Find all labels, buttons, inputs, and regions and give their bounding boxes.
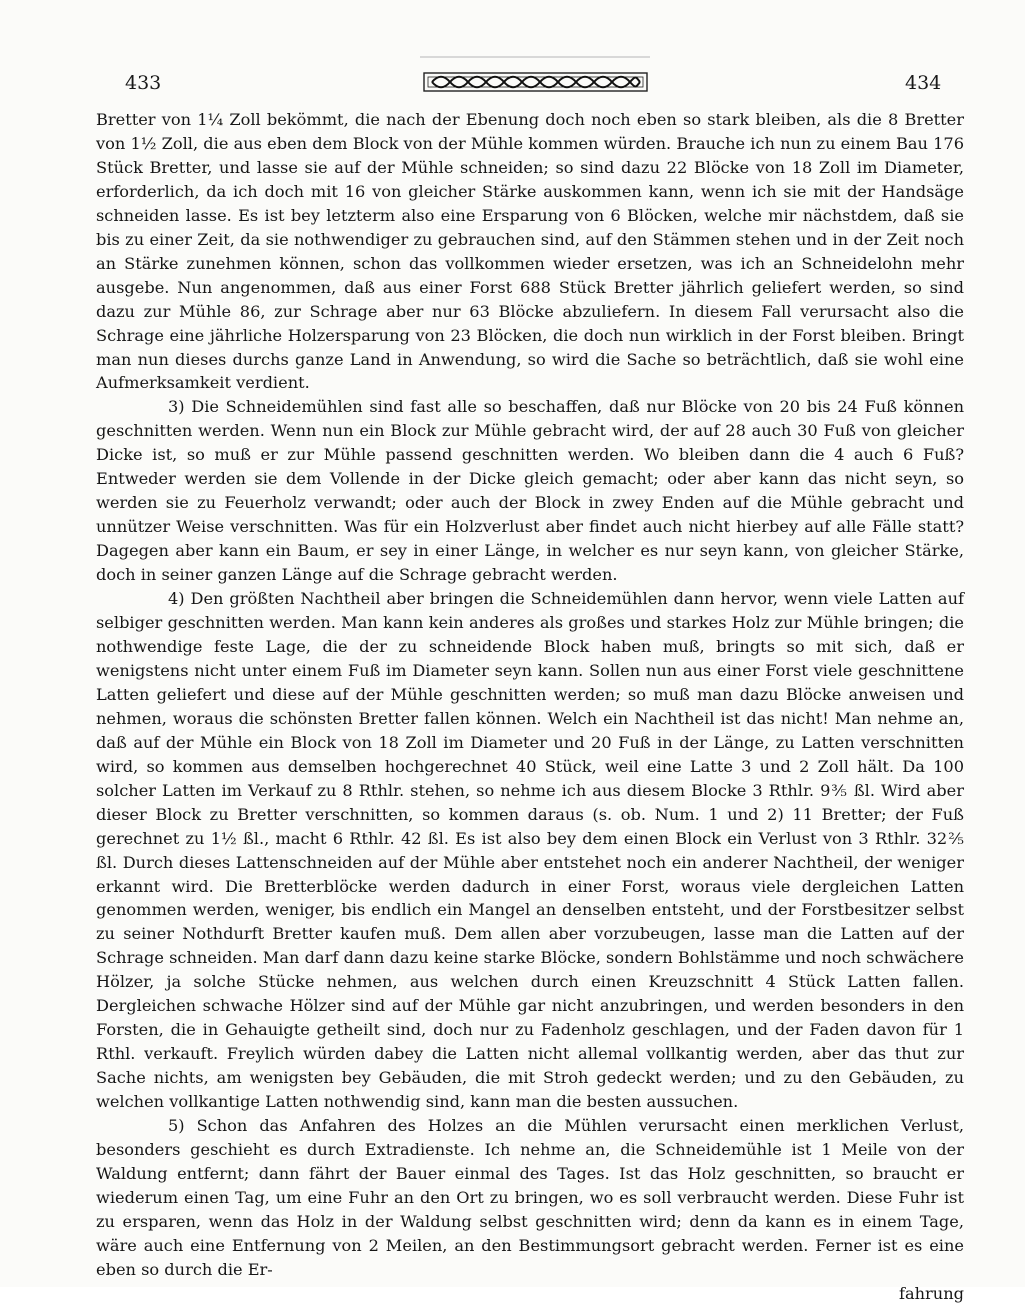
page-number-left: 433 (125, 72, 162, 94)
ornamental-rule-icon (422, 70, 649, 94)
body-text (96, 108, 964, 1306)
paragraph-continued: Bretter von 1¼ Zoll bekömmt, die nach der Ebenung doch noch eben so stark bleiben, als die 8 Bretter von 1½ Zoll, die aus eben dem Block von der Mühle kommen würden. Brauche ich nun zu einem Bau 176 Stück Bretter, und lasse sie auf der Mühle schneiden; so sind dazu 22 Blöcke von 18 Zoll im Diameter, erforderlich, da ich doch mit 16 von gleicher Stärke auskommen kann, wenn ich sie mit der Handsäge schneiden lasse. Es ist bey letzterm also eine Ersparung von 6 Blöcken, welche mir nächstdem, daß sie bis zu einer Zeit, da sie nothwendiger zu gebrauchen sind, auf den Stämmen stehen und in der Zeit noch an Stärke zunehmen können, schon das vollkommen wieder ersetzen, was ich an Schneidelohn mehr ausgebe. Nun angenommen, daß aus einer Forst 688 Stück Bretter jährlich geliefert werden, so sind dazu zur Mühle 86, zur Schrage aber nur 63 Blöcke abzuliefern. In diesem Fall verursacht also die Schrage eine jährliche Holzersparung von 23 Blöcken, die doch nun wirklich in der Forst bleiben. Bringt man nun dieses durchs ganze Land in Anwendung, so wird die Sache so beträchtlich, daß sie wohl eine Aufmerksamkeit verdient. (96, 110, 964, 393)
catchword: fahrung (898, 1283, 964, 1303)
bleed-through-rule (420, 56, 650, 58)
paragraph-4: 4) Den größten Nachtheil aber bringen die Schneidemühlen dann hervor, wenn viele Latten auf selbiger geschnitten werden. Man kann kein anderes als großes und starkes Holz zur Mühle bringen; die nothwendige feste Lage, die der zu schneidende Block haben muß, bringts so mit sich, daß er wenigstens nicht unter einem Fuß im Diameter seyn kann. Sollen nun aus einer Forst viele geschnittene Latten geliefert und diese auf der Mühle geschnitten werden; so muß man dazu Blöcke anweisen und nehmen, woraus die schönsten Bretter fallen können. Welch ein Nachtheil ist das nicht! Man nehme an, daß auf der Mühle ein Block von 18 Zoll im Diameter und 20 Fuß in der Länge, zu Latten verschnitten wird, so kommen aus demselben hochgerechnet 40 Stück, weil eine Latte 3 und 2 Zoll hält. Da 100 solcher Latten im Verkauf zu 8 Rthlr. stehen, so nehme ich aus diesem Blocke 3 Rthlr. 9⅗ ßl. Wird aber dieser Block zu Bretter verschnitten, so kommen daraus (s. ob. Num. 1 und 2) 11 Bretter; der Fuß gerechnet zu 1½ ßl., macht 6 Rthlr. 42 ßl. Es ist also bey dem einen Block ein Verlust von 3 Rthlr. 32⅖ ßl. Durch dieses Lattenschneiden auf der Mühle aber entstehet noch ein anderer Nachtheil, der weniger erkannt wird. Die Bretterblöcke werden dadurch in einer Forst, woraus viele dergleichen Latten genommen werden, weniger, bis endlich ein Mangel an denselben entsteht, und der Forstbesitzer selbst zu seiner Nothdurft Bretter kaufen muß. Dem allen aber vorzubeugen, lasse man die Latten auf der Schrage schneiden. Man darf dann dazu keine starke Blöcke, sondern Bohlstämme und noch schwächere Hölzer, ja solche Stücke nehmen, aus welchen durch einen Kreuzschnitt 4 Stück Latten fallen. Dergleichen schwache Hölzer sind auf der Mühle gar nicht anzubringen, und werden besonders in den Forsten, die in Gehauigte getheilt sind, doch nur zu Fadenholz geschlagen, und der Faden davon für 1 Rthl. verkauft. Freylich würden dabey die Latten nicht allemal vollkantig werden, aber das thut zur Sache nichts, am wenigsten bey Gebäuden, die mit Stroh gedeckt werden; und zu den Gebäuden, zu welchen vollkantige Latten nothwendig sind, kann man die besten aussuchen. (96, 589, 964, 1112)
paragraph-3: 3) Die Schneidemühlen sind fast alle so beschaffen, daß nur Blöcke von 20 bis 24 Fuß können geschnitten werden. Wenn nun ein Block zur Mühle gebracht wird, der auf 28 auch 30 Fuß von gleicher Dicke ist, so muß er zur Mühle passend geschnitten werden. Wo bleiben dann die 4 auch 6 Fuß? Entweder werden sie dem Vollende in der Dicke gleich gemacht; oder aber kann das nicht seyn, so werden sie zu Feuerholz verwandt; oder auch der Block in zwey Enden auf die Mühle gebracht und unnützer Weise verschnitten. Was für ein Holzverlust aber findet auch nicht hierbey auf alle Fälle statt? Dagegen aber kann ein Baum, er sey in einer Länge, in welcher es nur seyn kann, von gleicher Stärke, doch in seiner ganzen Länge auf die Schrage gebracht werden. (96, 397, 964, 585)
page-number-right: 434 (905, 72, 942, 94)
paragraph-5: 5) Schon das Anfahren des Holzes an die Mühlen verursacht einen merklichen Verlust, besonders geschieht es durch Extradienste. Ich nehme an, die Schneidemühle ist 1 Meile von der Waldung entfernt; dann fährt der Bauer einmal des Tages. Ist das Holz geschnitten, so braucht er wiederum einen Tag, um eine Fuhr an den Ort zu bringen, wo es soll verbraucht werden. Diese Fuhr ist zu ersparen, wenn das Holz in der Waldung selbst geschnitten wird; denn da kann es in einem Tage, wäre auch eine Entfernung von 2 Meilen, an den Bestimmungsort gebracht werden. Ferner ist es eine eben so durch die Er- (96, 1116, 964, 1279)
